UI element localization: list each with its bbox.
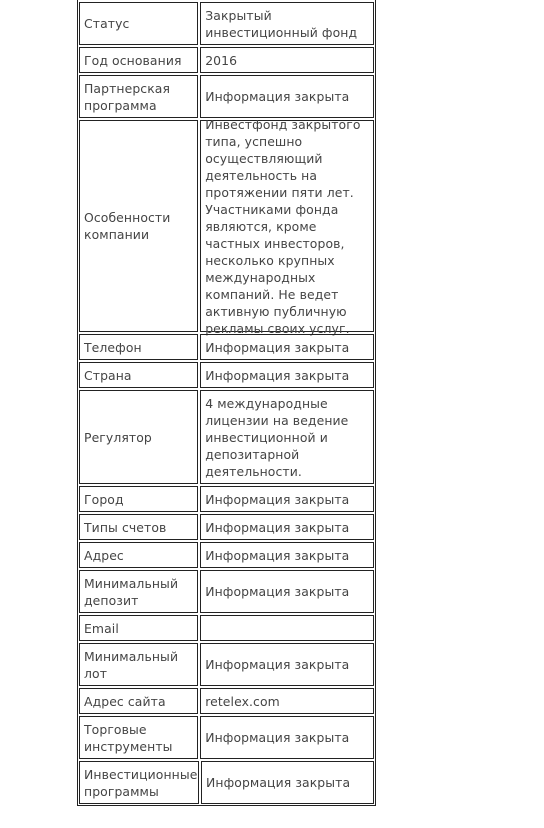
table-row-website [79,688,374,714]
row-label: Город [79,486,198,512]
row-label: Минимальный депозит [79,570,198,613]
row-label: Статус [79,2,198,45]
row-value: Инвестфонд закрытого типа, успешно осуществляющий деятельность на протяжении пяти лет. Участниками фонда являются, кроме частных инвесторов, несколько крупных международных компаний. Не ведет активную публичную рекламы своих услуг. [200,120,374,332]
row-label: Год основания [79,47,198,73]
row-label: Регулятор [79,390,198,484]
row-label: Типы счетов [79,514,198,540]
row-label: Особенности компании [79,120,198,332]
row-value: Информация закрыта [200,362,374,388]
row-value: Информация закрыта [200,643,374,686]
table-row-email [79,615,374,641]
row-label: Страна [79,362,198,388]
table-row-partner-program [79,75,374,118]
table-row-city [79,486,374,512]
row-label: Партнерская программа [79,75,198,118]
row-value [200,615,374,641]
row-value: 4 международные лицензии на ведение инвестиционной и депозитарной деятельности. [200,390,374,484]
table-row-status [79,2,374,45]
row-value: Закрытый инвестиционный фонд [200,2,374,45]
row-value: Информация закрыта [200,75,374,118]
table-row-min-deposit [79,570,374,613]
table-row-trading-instruments [79,716,374,759]
table-row-founded-year [79,47,374,73]
row-value: Информация закрыта [200,486,374,512]
table-row-phone [79,334,374,360]
row-label: Минимальный лот [79,643,198,686]
row-value: Информация закрыта [200,716,374,759]
table-row-address [79,542,374,568]
table-row-company-features [79,116,374,336]
row-label: Email [79,615,198,641]
table-row-country [79,362,374,388]
table-row-investment-programs [79,761,374,804]
row-label: Адрес сайта [79,688,198,714]
table-row-min-lot [79,643,374,686]
table-row-regulator [79,390,374,484]
row-label: Инвестиционные программы [79,761,199,804]
row-value: Информация закрыта [200,570,374,613]
row-label: Телефон [79,334,198,360]
row-value: Информация закрыта [200,542,374,568]
row-value: Информация закрыта [200,334,374,360]
row-label: Адрес [79,542,198,568]
row-value: 2016 [200,47,374,73]
row-value: retelex.com [200,688,374,714]
row-value: Информация закрыта [200,514,374,540]
table-row-account-types [79,514,374,540]
company-info-table [77,0,376,806]
row-label: Торговые инструменты [79,716,198,759]
row-value: Информация закрыта [201,761,374,804]
